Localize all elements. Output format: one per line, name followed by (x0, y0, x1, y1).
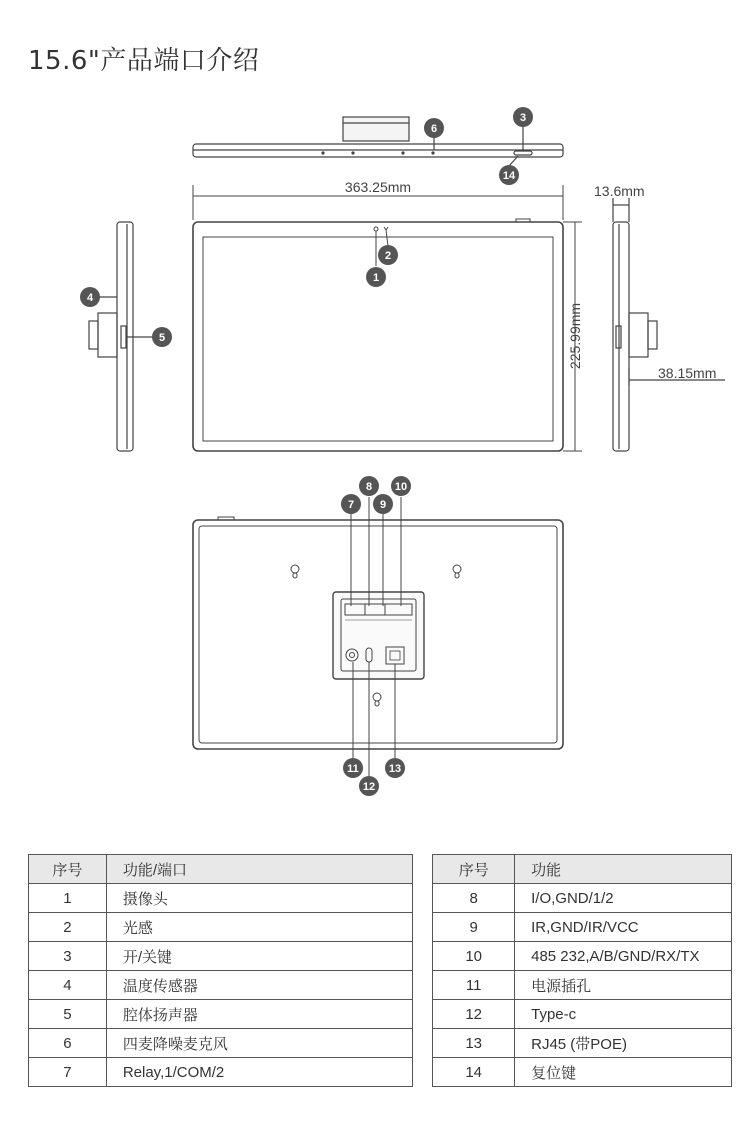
callout-9 (373, 494, 393, 514)
mount-keyhole-right (453, 565, 461, 578)
svg-text:8: 8 (365, 481, 373, 493)
svg-text:14: 14 (502, 170, 516, 182)
left-side-view (86, 222, 153, 451)
front-view (193, 219, 563, 451)
callout-11 (343, 758, 363, 778)
svg-text:10: 10 (394, 481, 408, 493)
page-title: 15.6"产品端口介绍 (28, 46, 260, 76)
height-label: 225.99mm (567, 302, 583, 370)
callout-1 (366, 267, 386, 287)
callout-5 (152, 327, 172, 347)
callout-12 (359, 776, 379, 796)
mount-keyhole-bottom (373, 693, 381, 706)
svg-text:5: 5 (158, 332, 166, 344)
callout-2 (378, 245, 398, 265)
callout-13 (385, 758, 405, 778)
table-row: 1 摄像头 8 I/O,GND/1/2 (29, 884, 732, 913)
depth-label: 13.6mm (594, 183, 645, 199)
header-no: 序号 (29, 855, 107, 884)
mount-keyhole-left (291, 565, 299, 578)
callout-14 (499, 165, 519, 185)
back-view (193, 517, 563, 749)
svg-text:13: 13 (388, 763, 402, 775)
table-row: 4 温度传感器 11 电源插孔 (29, 971, 732, 1000)
table-header-row (29, 855, 732, 884)
right-side-view (613, 198, 725, 451)
svg-text:3: 3 (519, 112, 527, 124)
callout-3 (513, 107, 533, 127)
table-row: 2 光感 9 IR,GND/IR/VCC (29, 913, 732, 942)
callout-10 (391, 476, 411, 496)
table-row: 6 四麦降噪麦克风 13 RJ45 (带POE) (29, 1029, 732, 1058)
table-row: 3 开/关键 10 485 232,A/B/GND/RX/TX (29, 942, 732, 971)
svg-text:1: 1 (372, 272, 380, 284)
header-function-port: 功能/端口 (106, 855, 413, 884)
callout-7 (341, 494, 361, 514)
svg-text:11: 11 (347, 763, 359, 775)
table-row: 5 腔体扬声器 12 Type-c (29, 1000, 732, 1029)
svg-text:12: 12 (362, 781, 376, 793)
callout-8 (359, 476, 379, 496)
svg-text:4: 4 (86, 292, 94, 304)
header-no-2: 序号 (433, 855, 515, 884)
svg-text:9: 9 (379, 499, 387, 511)
top-view (193, 117, 563, 166)
port-spec-table (28, 854, 732, 1087)
width-label: 363.25mm (344, 179, 412, 195)
table-row: 7 Relay,1/COM/2 14 复位键 (29, 1058, 732, 1087)
svg-text:7: 7 (347, 499, 355, 511)
callout-4 (80, 287, 100, 307)
bracket-label: 38.15mm (658, 365, 717, 381)
header-function: 功能 (515, 855, 732, 884)
svg-text:6: 6 (430, 123, 438, 135)
svg-text:2: 2 (384, 250, 392, 262)
callout-6 (424, 118, 444, 138)
